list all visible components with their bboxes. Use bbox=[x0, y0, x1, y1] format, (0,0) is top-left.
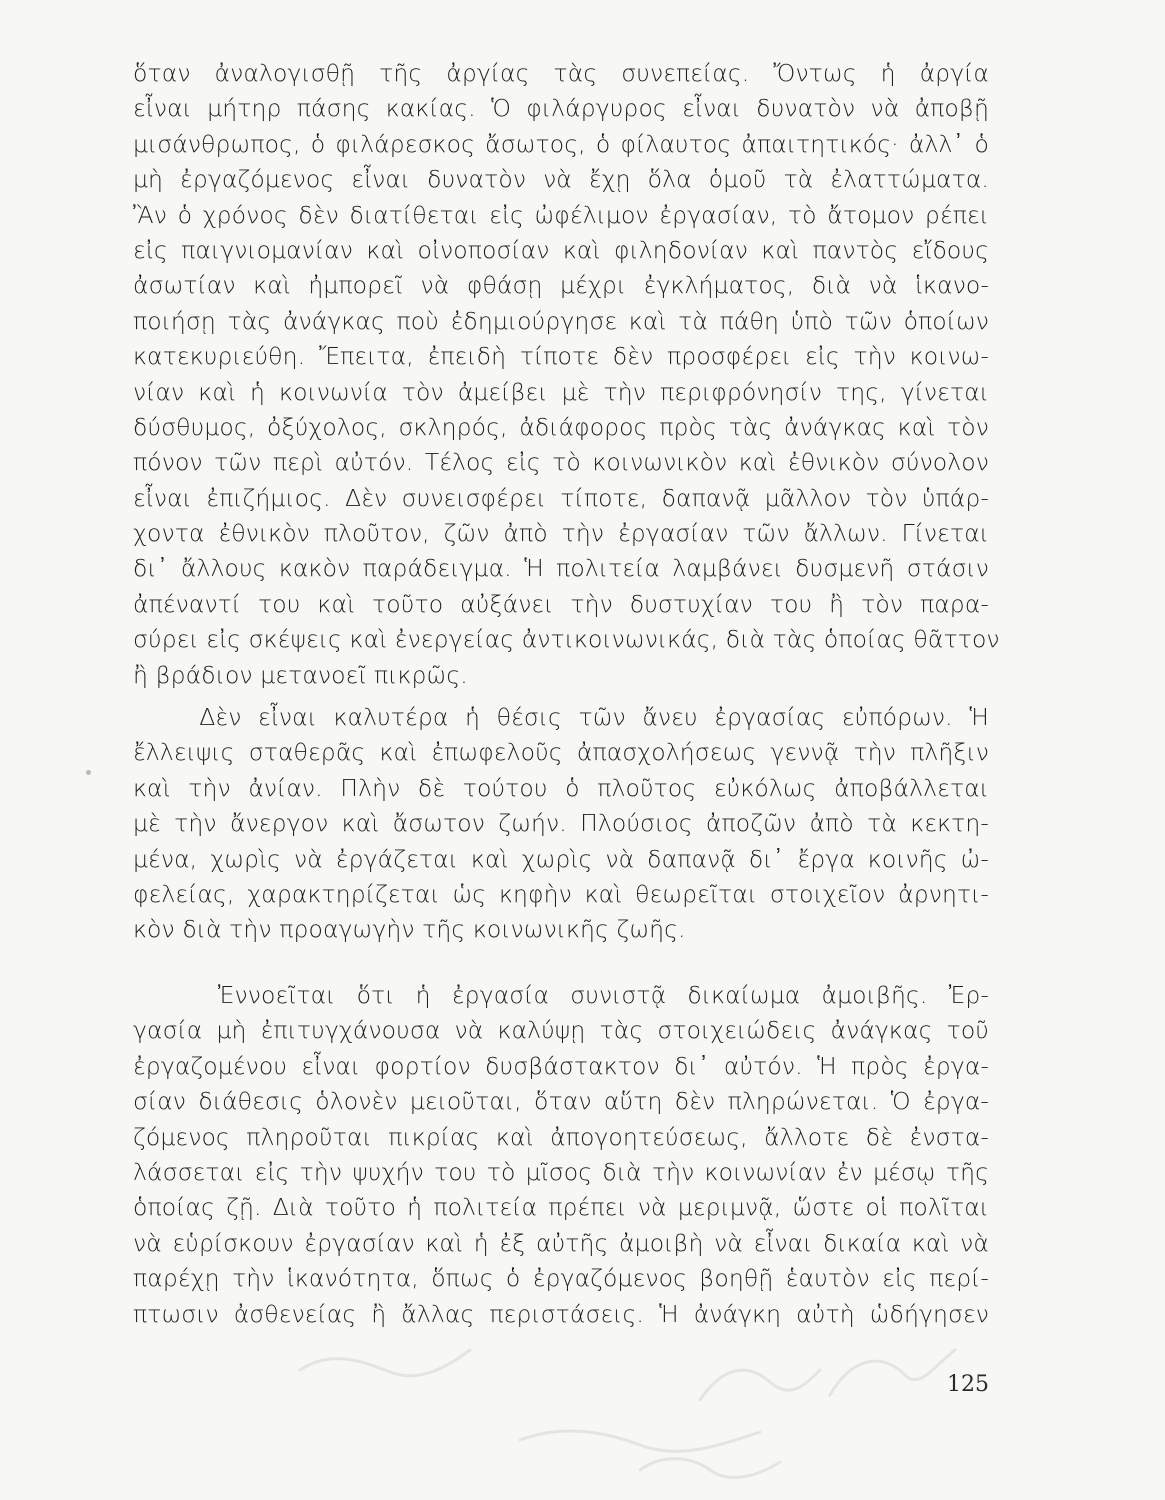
text-line: εἶναι ἐπιζήμιος. Δὲν συνεισφέρει τίποτε, δαπανᾷ μᾶλλον τὸν ὑπάρ- bbox=[133, 483, 989, 512]
text-line: ζόμενος πληροῦται πικρίας καὶ ἀπογοητεύσεως, ἄλλοτε δὲ ἐνστα- bbox=[133, 1122, 989, 1151]
text-line: ἢ βράδιον μετανοεῖ πικρῶς. bbox=[133, 660, 468, 689]
text-line: ποιήσῃ τὰς ἀνάγκας ποὺ ἐδημιούργησε καὶ τὰ πάθη ὑπὸ τῶν ὁποίων bbox=[133, 306, 989, 335]
text-line: δύσθυμος, ὀξύχολος, σκληρός, ἀδιάφορος πρὸς τὰς ἀνάγκας καὶ τὸν bbox=[133, 412, 989, 441]
text-line: δι᾽ ἄλλους κακὸν παράδειγμα. Ἡ πολιτεία λαμβάνει δυσμενῆ στάσιν bbox=[133, 554, 989, 583]
text-line: μὲ τὴν ἄνεργον καὶ ἄσωτον ζωήν. Πλούσιος ἀποζῶν ἀπὸ τὰ κεκτη- bbox=[133, 809, 989, 838]
text-line: φελείας, χαρακτηρίζεται ὡς κηφὴν καὶ θεωρεῖται στοιχεῖον ἀρνητι- bbox=[133, 879, 989, 908]
paragraph-2 bbox=[133, 700, 989, 948]
text-line: ἀπέναντί του καὶ τοῦτο αὐξάνει τὴν δυστυχίαν του ἢ τὸν παρα- bbox=[133, 589, 989, 618]
text-line: γασία μὴ ἐπιτυγχάνουσα νὰ καλύψῃ τὰς στοιχειώδεις ἀνάγκας τοῦ bbox=[133, 1016, 989, 1045]
text-line: λάσσεται εἰς τὴν ψυχήν του τὸ μῖσος διὰ τὴν κοινωνίαν ἐν μέσῳ τῆς bbox=[133, 1157, 989, 1186]
text-line: κατεκυριεύθη. Ἔπειτα, ἐπειδὴ τίποτε δὲν προσφέρει εἰς τὴν κοινω- bbox=[133, 342, 989, 371]
text-line: νὰ εὑρίσκουν ἐργασίαν καὶ ἡ ἐξ αὐτῆς ἀμοιβὴ νὰ εἶναι δικαία καὶ νὰ bbox=[133, 1228, 989, 1257]
text-line: νίαν καὶ ἡ κοινωνία τὸν ἀμείβει μὲ τὴν περιφρόνησίν της, γίνεται bbox=[133, 377, 989, 406]
text-line: Ἂν ὁ χρόνος δὲν διατίθεται εἰς ὠφέλιμον ἐργασίαν, τὸ ἄτομον ρέπει bbox=[133, 200, 989, 229]
text-line: κὸν διὰ τὴν προαγωγὴν τῆς κοινωνικῆς ζωῆς. bbox=[133, 915, 686, 944]
text-line: ἐργαζομένου εἶναι φορτίον δυσβάστακτον δι᾽ αὐτόν. Ἡ πρὸς ἐργα- bbox=[133, 1051, 989, 1080]
text-line: εἰς παιγνιομανίαν καὶ οἰνοποσίαν καὶ φιληδονίαν καὶ παντὸς εἴδους bbox=[133, 235, 989, 264]
text-line: σύρει εἰς σκέψεις καὶ ἐνεργείας ἀντικοινωνικάς, διὰ τὰς ὁποίας θᾶττον bbox=[133, 625, 1000, 654]
stray-ink-dot bbox=[86, 770, 91, 775]
paragraph-1 bbox=[133, 56, 1000, 693]
page-number: 125 bbox=[947, 1372, 989, 1397]
text-line: σίαν διάθεσις ὁλονὲν μειοῦται, ὅταν αὕτη δὲν πληρώνεται. Ὁ ἐργα- bbox=[133, 1087, 989, 1116]
text-line: χοντα ἐθνικὸν πλοῦτον, ζῶν ἀπὸ τὴν ἐργασίαν τῶν ἄλλων. Γίνεται bbox=[133, 519, 989, 548]
text-line: μὴ ἐργαζόμενος εἶναι δυνατὸν νὰ ἔχῃ ὅλα ὁμοῦ τὰ ἐλαττώματα. bbox=[133, 165, 989, 194]
text-line: παρέχῃ τὴν ἱκανότητα, ὅπως ὁ ἐργαζόμενος βοηθῇ ἑαυτὸν εἰς περί- bbox=[133, 1264, 989, 1293]
paragraph-3 bbox=[133, 978, 989, 1332]
text-line: πόνον τῶν περὶ αὐτόν. Τέλος εἰς τὸ κοινωνικὸν καὶ ἐθνικὸν σύνολον bbox=[133, 448, 989, 477]
text-line: ἔλλειψις σταθερᾶς καὶ ἐπωφελοῦς ἀπασχολήσεως γεννᾷ τὴν πλῆξιν bbox=[133, 738, 989, 767]
text-line: Ἐννοεῖται ὅτι ἡ ἐργασία συνιστᾷ δικαίωμα ἀμοιβῆς. Ἐρ- bbox=[133, 981, 989, 1009]
text-line: ὁποίας ζῇ. Διὰ τοῦτο ἡ πολιτεία πρέπει νὰ μεριμνᾷ, ὥστε οἱ πολῖται bbox=[133, 1193, 989, 1222]
text-line: πτωσιν ἀσθενείας ἢ ἄλλας περιστάσεις. Ἡ ἀνάγκη αὐτὴ ὡδήγησεν bbox=[133, 1299, 989, 1328]
text-line: Δὲν εἶναι καλυτέρα ἡ θέσις τῶν ἄνευ ἐργασίας εὐπόρων. Ἡ bbox=[133, 703, 989, 731]
text-line: μισάνθρωπος, ὁ φιλάρεσκος ἄσωτος, ὁ φίλαυτος ἀπαιτητικός· ἀλλ᾽ ὁ bbox=[133, 129, 989, 158]
text-line: εἶναι μήτηρ πάσης κακίας. Ὁ φιλάργυρος εἶναι δυνατὸν νὰ ἀποβῇ bbox=[133, 94, 989, 123]
text-line: ἀσωτίαν καὶ ἠμπορεῖ νὰ φθάσῃ μέχρι ἐγκλήματος, διὰ νὰ ἱκανο- bbox=[133, 271, 989, 300]
text-line: μένα, χωρὶς νὰ ἐργάζεται καὶ χωρὶς νὰ δαπανᾷ δι᾽ ἔργα κοινῆς ὠ- bbox=[133, 844, 989, 873]
text-line: ὅταν ἀναλογισθῇ τῆς ἀργίας τὰς συνεπείας. Ὄντως ἡ ἀργία bbox=[133, 59, 989, 87]
text-line: καὶ τὴν ἀνίαν. Πλὴν δὲ τούτου ὁ πλοῦτος εὐκόλως ἀποβάλλεται bbox=[133, 773, 989, 802]
